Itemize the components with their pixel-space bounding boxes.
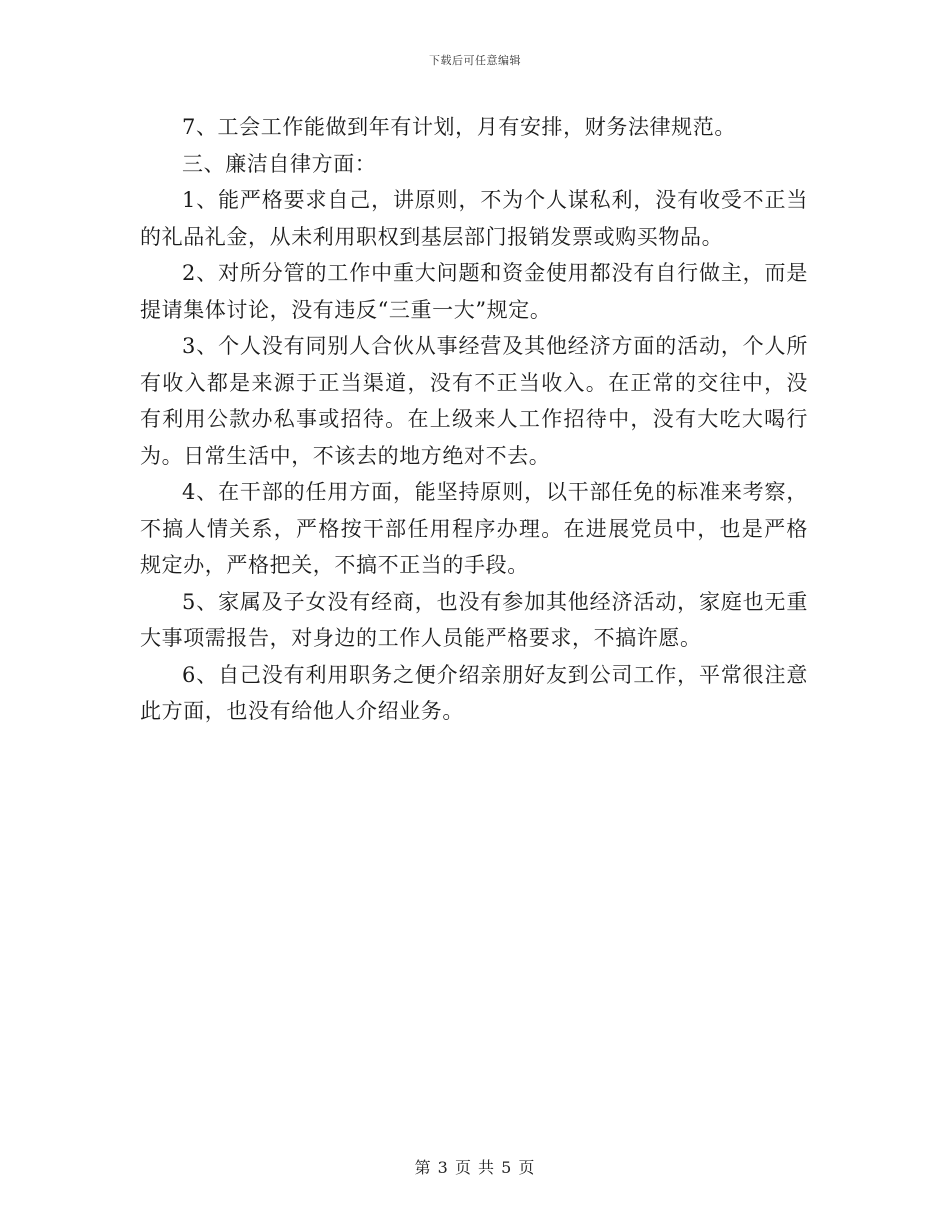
page-header: 下载后可任意编辑 bbox=[429, 54, 521, 67]
paragraph: 1、能严格要求自己，讲原则，不为个人谋私利，没有收受不正当的礼品礼金，从未利用职权到基层部门报销发票或购买物品。 bbox=[140, 188, 808, 249]
paragraph: 7、工会工作能做到年有计划，月有安排，财务法律规范。 bbox=[182, 115, 736, 139]
paragraph: 6、自己没有利用职务之便介绍亲朋好友到公司工作，平常很注意此方面，也没有给他人介绍业务。 bbox=[140, 662, 808, 723]
document-body bbox=[140, 109, 808, 730]
page-number: 第 3 页 共 5 页 bbox=[414, 1158, 536, 1177]
paragraph: 4、在干部的任用方面，能坚持原则，以干部任免的标准来考察，不搞人情关系，严格按干部任用程序办理。在进展党员中，也是严格规定办，严格把关，不搞不正当的手段。 bbox=[140, 480, 808, 577]
section-heading: 三、廉洁自律方面： bbox=[182, 151, 377, 176]
paragraph: 5、家属及子女没有经商，也没有参加其他经济活动，家庭也无重大事项需报告，对身边的工作人员能严格要求，不搞许愿。 bbox=[140, 589, 808, 650]
paragraph: 2、对所分管的工作中重大问题和资金使用都没有自行做主，而是提请集体讨论，没有违反“三重一大”规定。 bbox=[140, 261, 808, 322]
paragraph: 3、个人没有同别人合伙从事经营及其他经济方面的活动，个人所有收入都是来源于正当渠道，没有不正当收入。在正常的交往中，没有利用公款办私事或招待。在上级来人工作招待中，没有大吃大喝行为。日常生活中，不该去的地方绝对不去。 bbox=[140, 334, 808, 468]
